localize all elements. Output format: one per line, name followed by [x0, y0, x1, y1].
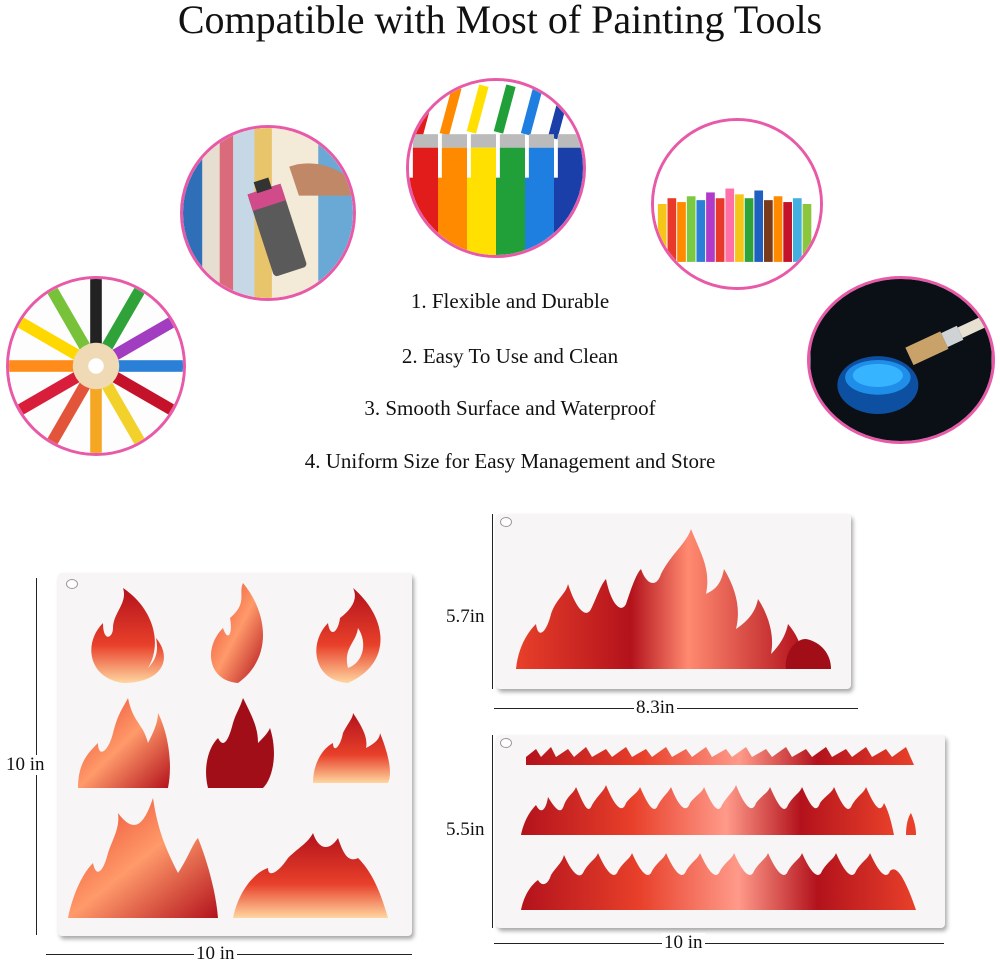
top-width-label: 8.3in: [636, 697, 675, 718]
flame-border-thin: [526, 747, 914, 765]
hang-hole: [500, 517, 512, 527]
flame-shape: [206, 698, 274, 788]
bottom-width-label: 10 in: [664, 932, 703, 953]
square-height-label: 10 in: [6, 754, 45, 775]
spray-can-icon: [180, 125, 356, 301]
flame-shape: [91, 588, 164, 683]
paint-jar-icon: [807, 276, 995, 444]
dimension-line: [492, 735, 493, 928]
flame-border-thick: [521, 853, 916, 910]
colored-pencils-icon: [6, 276, 186, 456]
square-width-label: 10 in: [196, 943, 235, 964]
feature-1: 1. Flexible and Durable: [410, 289, 610, 313]
square-stencil: [58, 573, 412, 936]
hang-hole: [500, 738, 512, 748]
flame-stencil-top: [496, 514, 851, 689]
flame-shape: [211, 583, 263, 683]
flame-border-medium: [521, 785, 894, 835]
dimension-line: [494, 943, 944, 944]
paint-brushes-icon: [406, 78, 586, 258]
flame-stencil-bottom: [496, 735, 945, 928]
flame-shape: [78, 698, 170, 788]
feature-3: 3. Smooth Surface and Waterproof: [364, 396, 656, 420]
dimension-line: [492, 514, 493, 689]
hang-hole: [66, 579, 78, 589]
top-height-label: 5.7in: [446, 606, 485, 627]
flame-shape: [906, 813, 916, 835]
crayons-icon: [651, 118, 823, 290]
flame-shape: [516, 529, 803, 669]
flame-shape: [68, 798, 218, 918]
feature-4: 4. Uniform Size for Easy Management and Store: [304, 449, 716, 473]
flame-shape: [313, 713, 390, 783]
feature-2: 2. Easy To Use and Clean: [401, 344, 619, 368]
bottom-height-label: 5.5in: [446, 819, 485, 840]
page-title: Compatible with Most of Painting Tools: [177, 0, 823, 42]
flame-shape: [233, 833, 388, 918]
flame-shape: [316, 588, 380, 683]
